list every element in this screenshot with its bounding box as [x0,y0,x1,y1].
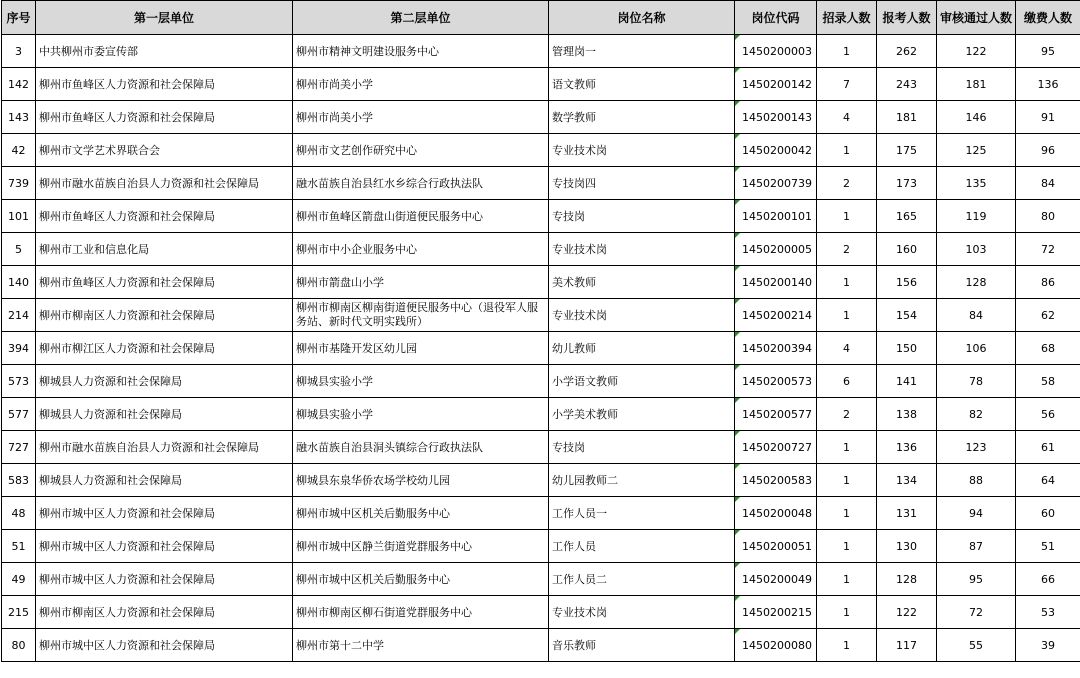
cell-seq: 394 [2,332,36,365]
cell-unit-level2: 柳州市文艺创作研究中心 [293,134,549,167]
cell-approved: 95 [937,563,1016,596]
cell-unit-level1: 柳州市文学艺术界联合会 [36,134,293,167]
cell-paid: 56 [1016,398,1080,431]
cell-position-name: 专业技术岗 [549,233,735,266]
cell-approved: 82 [937,398,1016,431]
cell-quota: 1 [817,35,877,68]
table-row [2,233,1080,266]
cell-position-name: 专业技术岗 [549,299,735,332]
cell-position-name: 数学教师 [549,101,735,134]
cell-applicants: 150 [877,332,937,365]
cell-quota: 1 [817,530,877,563]
cell-position-name: 专业技术岗 [549,596,735,629]
cell-unit-level1: 柳州市城中区人力资源和社会保障局 [36,530,293,563]
cell-paid: 53 [1016,596,1080,629]
header-unit-level2: 第二层单位 [293,1,549,35]
cell-position-name: 专技岗四 [549,167,735,200]
cell-paid: 66 [1016,563,1080,596]
table-row [2,563,1080,596]
cell-paid: 39 [1016,629,1080,662]
cell-unit-level1: 柳州市城中区人力资源和社会保障局 [36,629,293,662]
cell-quota: 1 [817,464,877,497]
cell-applicants: 262 [877,35,937,68]
table-row [2,629,1080,662]
cell-seq: 5 [2,233,36,266]
table-row [2,200,1080,233]
table-row [2,332,1080,365]
cell-quota: 4 [817,332,877,365]
cell-quota: 1 [817,563,877,596]
cell-approved: 125 [937,134,1016,167]
cell-approved: 123 [937,431,1016,464]
cell-unit-level2: 柳城县东泉华侨农场学校幼儿园 [293,464,549,497]
table-row [2,134,1080,167]
cell-unit-level1: 柳州市鱼峰区人力资源和社会保障局 [36,200,293,233]
cell-position-name: 工作人员二 [549,563,735,596]
cell-position-name: 小学美术教师 [549,398,735,431]
cell-unit-level1: 柳城县人力资源和社会保障局 [36,398,293,431]
cell-unit-level2: 柳州市基隆开发区幼儿园 [293,332,549,365]
cell-paid: 86 [1016,266,1080,299]
cell-unit-level2: 柳州市城中区静兰街道党群服务中心 [293,530,549,563]
cell-quota: 1 [817,134,877,167]
cell-quota: 1 [817,629,877,662]
cell-seq: 140 [2,266,36,299]
cell-approved: 72 [937,596,1016,629]
cell-position-name: 美术教师 [549,266,735,299]
cell-applicants: 173 [877,167,937,200]
header-unit-level1: 第一层单位 [36,1,293,35]
cell-unit-level2: 融水苗族自治县洞头镇综合行政执法队 [293,431,549,464]
cell-position-code: 1450200042 [735,134,817,167]
cell-applicants: 130 [877,530,937,563]
cell-approved: 87 [937,530,1016,563]
cell-unit-level2: 柳州市城中区机关后勤服务中心 [293,563,549,596]
cell-applicants: 141 [877,365,937,398]
cell-applicants: 175 [877,134,937,167]
cell-paid: 91 [1016,101,1080,134]
cell-seq: 3 [2,35,36,68]
cell-unit-level2: 柳州市箭盘山小学 [293,266,549,299]
cell-seq: 143 [2,101,36,134]
cell-position-name: 专业技术岗 [549,134,735,167]
cell-applicants: 131 [877,497,937,530]
cell-seq: 727 [2,431,36,464]
cell-paid: 62 [1016,299,1080,332]
header-quota: 招录人数 [817,1,877,35]
recruitment-table [1,0,1080,662]
cell-unit-level2: 柳州市柳南区柳石街道党群服务中心 [293,596,549,629]
cell-seq: 214 [2,299,36,332]
cell-quota: 2 [817,398,877,431]
cell-approved: 146 [937,101,1016,134]
table-row [2,365,1080,398]
header-position-code: 岗位代码 [735,1,817,35]
cell-approved: 84 [937,299,1016,332]
cell-unit-level1: 柳州市鱼峰区人力资源和社会保障局 [36,266,293,299]
cell-approved: 106 [937,332,1016,365]
cell-quota: 6 [817,365,877,398]
cell-paid: 72 [1016,233,1080,266]
cell-paid: 58 [1016,365,1080,398]
table-row [2,530,1080,563]
cell-approved: 119 [937,200,1016,233]
table-row [2,596,1080,629]
cell-position-code: 1450200215 [735,596,817,629]
cell-paid: 51 [1016,530,1080,563]
cell-paid: 68 [1016,332,1080,365]
cell-unit-level1: 柳州市城中区人力资源和社会保障局 [36,497,293,530]
cell-position-name: 管理岗一 [549,35,735,68]
cell-quota: 1 [817,299,877,332]
cell-quota: 1 [817,200,877,233]
cell-paid: 84 [1016,167,1080,200]
cell-seq: 101 [2,200,36,233]
table-row [2,299,1080,332]
cell-seq: 51 [2,530,36,563]
cell-position-code: 1450200005 [735,233,817,266]
cell-position-code: 1450200048 [735,497,817,530]
cell-approved: 55 [937,629,1016,662]
cell-unit-level1: 柳州市工业和信息化局 [36,233,293,266]
cell-approved: 94 [937,497,1016,530]
cell-quota: 1 [817,497,877,530]
cell-quota: 2 [817,167,877,200]
cell-approved: 181 [937,68,1016,101]
cell-unit-level1: 柳州市柳南区人力资源和社会保障局 [36,299,293,332]
cell-seq: 583 [2,464,36,497]
table-row [2,266,1080,299]
cell-seq: 577 [2,398,36,431]
cell-position-name: 专技岗 [549,200,735,233]
header-approved: 审核通过人数 [937,1,1016,35]
cell-seq: 739 [2,167,36,200]
cell-position-code: 1450200143 [735,101,817,134]
table-header-row [2,1,1080,35]
cell-position-name: 工作人员 [549,530,735,563]
cell-unit-level1: 柳州市融水苗族自治县人力资源和社会保障局 [36,167,293,200]
cell-applicants: 136 [877,431,937,464]
cell-approved: 103 [937,233,1016,266]
cell-unit-level2: 柳州市鱼峰区箭盘山街道便民服务中心 [293,200,549,233]
cell-unit-level2: 柳州市精神文明建设服务中心 [293,35,549,68]
cell-seq: 80 [2,629,36,662]
cell-applicants: 117 [877,629,937,662]
cell-position-name: 音乐教师 [549,629,735,662]
cell-seq: 48 [2,497,36,530]
cell-position-code: 1450200140 [735,266,817,299]
cell-seq: 142 [2,68,36,101]
cell-unit-level2: 柳州市柳南区柳南街道便民服务中心（退役军人服务站、新时代文明实践所） [293,299,549,332]
cell-unit-level1: 中共柳州市委宣传部 [36,35,293,68]
cell-seq: 49 [2,563,36,596]
cell-approved: 135 [937,167,1016,200]
cell-unit-level2: 柳州市尚美小学 [293,68,549,101]
table-row [2,167,1080,200]
cell-applicants: 128 [877,563,937,596]
cell-position-name: 幼儿园教师二 [549,464,735,497]
cell-paid: 95 [1016,35,1080,68]
cell-unit-level1: 柳州市柳南区人力资源和社会保障局 [36,596,293,629]
cell-position-name: 语文教师 [549,68,735,101]
cell-quota: 1 [817,431,877,464]
cell-position-code: 1450200739 [735,167,817,200]
cell-quota: 2 [817,233,877,266]
cell-quota: 4 [817,101,877,134]
cell-approved: 122 [937,35,1016,68]
cell-unit-level2: 柳州市尚美小学 [293,101,549,134]
cell-position-code: 1450200142 [735,68,817,101]
cell-paid: 80 [1016,200,1080,233]
cell-quota: 1 [817,596,877,629]
cell-paid: 61 [1016,431,1080,464]
cell-position-code: 1450200573 [735,365,817,398]
table-row [2,35,1080,68]
cell-applicants: 181 [877,101,937,134]
header-paid: 缴费人数 [1016,1,1080,35]
cell-approved: 128 [937,266,1016,299]
cell-unit-level2: 融水苗族自治县红水乡综合行政执法队 [293,167,549,200]
cell-unit-level1: 柳州市城中区人力资源和社会保障局 [36,563,293,596]
cell-quota: 1 [817,266,877,299]
cell-position-code: 1450200727 [735,431,817,464]
cell-unit-level2: 柳州市城中区机关后勤服务中心 [293,497,549,530]
cell-unit-level1: 柳州市融水苗族自治县人力资源和社会保障局 [36,431,293,464]
header-seq: 序号 [2,1,36,35]
cell-position-code: 1450200583 [735,464,817,497]
cell-position-code: 1450200080 [735,629,817,662]
cell-paid: 60 [1016,497,1080,530]
cell-position-code: 1450200214 [735,299,817,332]
cell-quota: 7 [817,68,877,101]
cell-position-code: 1450200577 [735,398,817,431]
header-position-name: 岗位名称 [549,1,735,35]
cell-paid: 136 [1016,68,1080,101]
table-row [2,497,1080,530]
cell-approved: 78 [937,365,1016,398]
cell-paid: 64 [1016,464,1080,497]
cell-approved: 88 [937,464,1016,497]
cell-position-code: 1450200394 [735,332,817,365]
cell-applicants: 134 [877,464,937,497]
table-row [2,431,1080,464]
cell-unit-level1: 柳州市鱼峰区人力资源和社会保障局 [36,101,293,134]
cell-position-code: 1450200051 [735,530,817,563]
table-row [2,68,1080,101]
cell-position-code: 1450200049 [735,563,817,596]
cell-position-name: 专技岗 [549,431,735,464]
table-row [2,101,1080,134]
cell-unit-level2: 柳州市第十二中学 [293,629,549,662]
cell-position-code: 1450200003 [735,35,817,68]
cell-applicants: 165 [877,200,937,233]
cell-applicants: 138 [877,398,937,431]
cell-applicants: 160 [877,233,937,266]
cell-unit-level2: 柳城县实验小学 [293,365,549,398]
table-row [2,464,1080,497]
cell-position-name: 工作人员一 [549,497,735,530]
cell-applicants: 156 [877,266,937,299]
cell-seq: 573 [2,365,36,398]
cell-unit-level2: 柳城县实验小学 [293,398,549,431]
cell-applicants: 243 [877,68,937,101]
cell-position-name: 小学语文教师 [549,365,735,398]
cell-unit-level2: 柳州市中小企业服务中心 [293,233,549,266]
cell-position-name: 幼儿教师 [549,332,735,365]
cell-unit-level1: 柳城县人力资源和社会保障局 [36,464,293,497]
cell-unit-level1: 柳州市柳江区人力资源和社会保障局 [36,332,293,365]
cell-unit-level1: 柳城县人力资源和社会保障局 [36,365,293,398]
cell-unit-level1: 柳州市鱼峰区人力资源和社会保障局 [36,68,293,101]
cell-seq: 42 [2,134,36,167]
header-applicants: 报考人数 [877,1,937,35]
cell-seq: 215 [2,596,36,629]
cell-applicants: 154 [877,299,937,332]
cell-position-code: 1450200101 [735,200,817,233]
table-row [2,398,1080,431]
cell-applicants: 122 [877,596,937,629]
cell-paid: 96 [1016,134,1080,167]
